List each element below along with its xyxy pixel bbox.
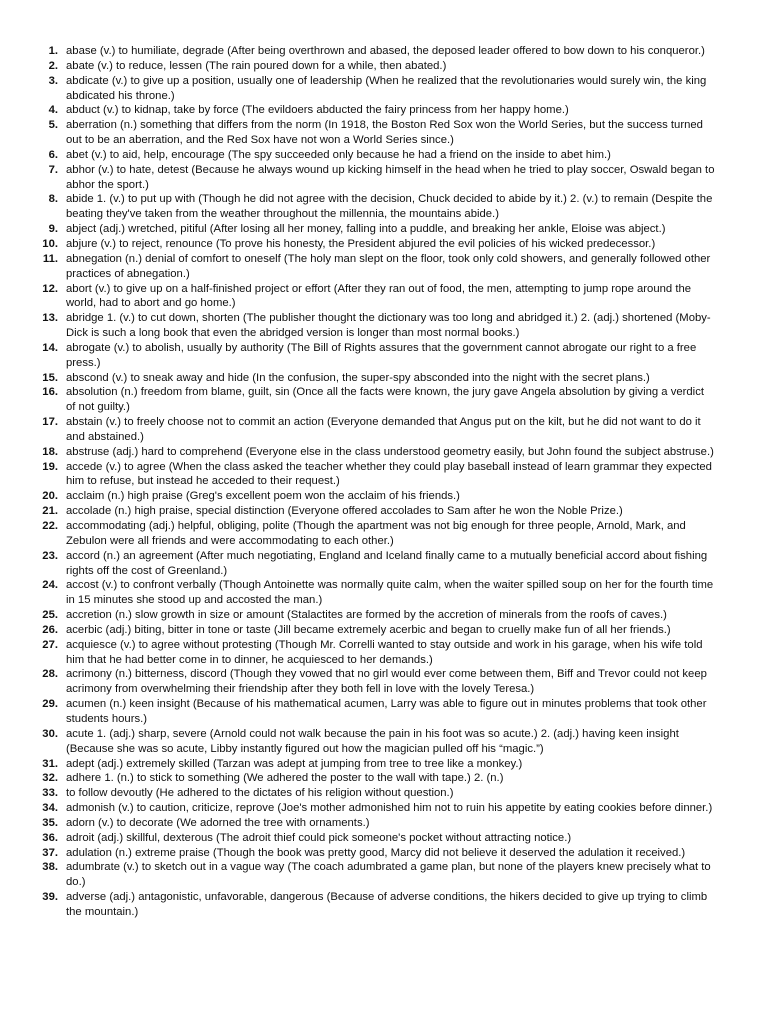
- item-number: 12.: [42, 282, 58, 295]
- item-number: 34.: [42, 802, 58, 815]
- item-definition: abject (adj.) wretched, pitiful (After losing all her money, falling into a puddle, and breaking her ankle, Eloise was abject.): [66, 223, 666, 236]
- item-number: 3.: [48, 74, 58, 87]
- item-number: 24.: [42, 579, 58, 592]
- item-definition: accost (v.) to confront verbally (Though Antoinette was normally quite calm, when the waiter spilled soup on her for the fourth time in 15 minutes she stood up and accosted the man.): [66, 579, 714, 607]
- list-item: [30, 519, 716, 549]
- item-number: 23.: [42, 549, 58, 562]
- list-item: [30, 282, 716, 312]
- list-item: [30, 445, 716, 460]
- list-item: [30, 489, 716, 504]
- item-definition: adumbrate (v.) to sketch out in a vague way (The coach adumbrated a game plan, but none of the players knew precisely what to do.): [66, 861, 711, 889]
- list-item: [30, 697, 716, 727]
- list-item: [30, 148, 716, 163]
- item-number: 7.: [48, 163, 58, 176]
- item-definition: abase (v.) to humiliate, degrade (After being overthrown and abased, the deposed leader offered to bow down to his conqueror.): [66, 45, 705, 57]
- item-number: 27.: [42, 638, 58, 651]
- list-item: [30, 59, 716, 74]
- item-number: 39.: [42, 891, 58, 904]
- list-item: [30, 415, 716, 445]
- item-number: 36.: [42, 831, 58, 844]
- item-number: 6.: [48, 148, 58, 161]
- item-number: 19.: [42, 460, 58, 473]
- item-definition: abscond (v.) to sneak away and hide (In the confusion, the super-spy absconded into the night with the secret plans.): [66, 371, 650, 384]
- item-definition: adverse (adj.) antagonistic, unfavorable, dangerous (Because of adverse conditions, the hikers decided to give up trying to climb the mountain.): [66, 891, 708, 918]
- list-item: [30, 801, 716, 816]
- list-item: [30, 504, 716, 519]
- list-item: [30, 549, 716, 579]
- item-definition: adept (adj.) extremely skilled (Tarzan was adept at jumping from tree to tree like a monkey.): [66, 757, 523, 770]
- item-definition: adorn (v.) to decorate (We adorned the tree with ornaments.): [66, 816, 370, 829]
- list-item: [30, 74, 716, 104]
- item-definition: acumen (n.) keen insight (Because of his mathematical acumen, Larry was able to figure out in minutes problems that took other students hours.): [66, 698, 707, 725]
- item-definition: admonish (v.) to caution, criticize, reprove (Joe's mother admonished him not to ruin his appetite by eating cookies before dinner.): [66, 802, 713, 815]
- item-number: 4.: [48, 104, 58, 117]
- list-item: [30, 311, 716, 341]
- item-definition: acute 1. (adj.) sharp, severe (Arnold could not walk because the pain in his foot was so acute.) 2. (adj.) having keen insight (Because she was so acute, Libby instantly figured out how the magician pulled off his “magic.”): [66, 727, 679, 755]
- list-item: [30, 44, 716, 59]
- list-item: [30, 816, 716, 831]
- list-item: [30, 371, 716, 386]
- item-number: 18.: [42, 445, 58, 458]
- item-number: 30.: [42, 727, 58, 740]
- item-definition: abide 1. (v.) to put up with (Though he did not agree with the decision, Chuck decided to abide by it.) 2. (v.) to remain (Despite the beating they've taken from the weather throughout the millennia, the mountains abide.): [66, 193, 713, 221]
- item-number: 35.: [42, 816, 58, 829]
- item-definition: abstruse (adj.) hard to comprehend (Everyone else in the class understood geometry easily, but John found the subject abstruse.): [66, 445, 714, 458]
- item-definition: accede (v.) to agree (When the class asked the teacher whether they could play baseball instead of learn grammar they expected him to refuse, but instead he acceded to their request.): [66, 460, 712, 488]
- item-number: 10.: [42, 237, 58, 250]
- item-definition: aberration (n.) something that differs from the norm (In 1918, the Boston Red Sox won the World Series, but the success turned out to be an aberration, and the Red Sox have not won a World Series since.): [66, 119, 703, 147]
- list-item: [30, 103, 716, 118]
- item-number: 26.: [42, 623, 58, 636]
- item-definition: abort (v.) to give up on a half-finished project or effort (After they ran out of food, the men, attempting to jump rope around the world, had to abort and go home.): [66, 282, 692, 310]
- list-item: [30, 667, 716, 697]
- item-number: 2.: [48, 59, 58, 72]
- item-number: 13.: [42, 312, 58, 325]
- item-number: 33.: [42, 787, 58, 800]
- list-item: [30, 727, 716, 757]
- vocabulary-list: [30, 44, 716, 920]
- item-number: 17.: [42, 416, 58, 429]
- item-definition: acrimony (n.) bitterness, discord (Though they vowed that no girl would ever come between them, Biff and Trevor could not keep acrimony from overwhelming their friendship after they both fell in love with the lovely Teresa.): [66, 668, 707, 696]
- item-definition: accommodating (adj.) helpful, obliging, polite (Though the apartment was not big enough for three people, Arnold, Mark, and Zebulon were all friends and were accommodating to each other.): [66, 520, 686, 547]
- list-item: [30, 118, 716, 148]
- item-number: 20.: [42, 490, 58, 503]
- item-number: 16.: [42, 386, 58, 399]
- item-definition: abet (v.) to aid, help, encourage (The spy succeeded only because he had a friend on the inside to abet him.): [66, 148, 611, 161]
- list-item: [30, 623, 716, 638]
- item-definition: accord (n.) an agreement (After much negotiating, England and Iceland finally came to a mutually beneficial accord about fishing rights off the cost of Greenland.): [66, 549, 708, 577]
- list-item: [30, 192, 716, 222]
- item-number: 15.: [42, 371, 58, 384]
- item-definition: acclaim (n.) high praise (Greg's excellent poem won the acclaim of his friends.): [66, 490, 460, 503]
- list-item: [30, 341, 716, 371]
- item-number: 14.: [42, 341, 58, 354]
- list-item: [30, 860, 716, 890]
- item-definition: abrogate (v.) to abolish, usually by authority (The Bill of Rights assures that the government cannot abrogate our right to a free press.): [66, 341, 697, 369]
- item-number: 9.: [48, 223, 58, 236]
- item-definition: abdicate (v.) to give up a position, usually one of leadership (When he realized that the revolutionaries would surely win, the king abdicated his throne.): [66, 74, 707, 102]
- item-definition: adroit (adj.) skillful, dexterous (The adroit thief could pick someone's pocket without attracting notice.): [66, 831, 572, 844]
- list-item: [30, 831, 716, 846]
- list-item: [30, 252, 716, 282]
- item-number: 22.: [42, 520, 58, 532]
- item-definition: acerbic (adj.) biting, bitter in tone or taste (Jill became extremely acerbic and began to cruelly make fun of all her friends.): [66, 623, 671, 636]
- item-number: 21.: [42, 505, 58, 518]
- item-definition: accolade (n.) high praise, special distinction (Everyone offered accolades to Sam after he won the Noble Prize.): [66, 505, 623, 518]
- item-number: 1.: [48, 45, 58, 57]
- list-item: [30, 757, 716, 772]
- list-item: [30, 385, 716, 415]
- item-number: 28.: [42, 668, 58, 681]
- item-definition: absolution (n.) freedom from blame, guilt, sin (Once all the facts were known, the jury gave Angela absolution by giving a verdict of not guilty.): [66, 386, 704, 414]
- item-definition: acquiesce (v.) to agree without protesting (Though Mr. Correlli wanted to stay outside and work in his garage, when his wife told him that he had better come in to dinner, he acquiesced to her demands.): [66, 638, 703, 666]
- list-item: [30, 638, 716, 668]
- list-item: [30, 222, 716, 237]
- item-definition: abhor (v.) to hate, detest (Because he always wound up kicking himself in the head when he tried to play soccer, Oswald began to abhor the sport.): [66, 163, 715, 191]
- item-number: 25.: [42, 609, 58, 622]
- list-item: [30, 786, 716, 801]
- item-number: 5.: [48, 119, 58, 132]
- list-item: [30, 771, 716, 786]
- item-definition: accretion (n.) slow growth in size or amount (Stalactites are formed by the accretion of minerals from the roofs of caves.): [66, 609, 667, 622]
- list-item: [30, 163, 716, 193]
- item-definition: abduct (v.) to kidnap, take by force (The evildoers abducted the fairy princess from her happy home.): [66, 104, 569, 117]
- item-definition: adulation (n.) extreme praise (Though the book was pretty good, Marcy did not believe it deserved the adulation it received.): [66, 846, 686, 859]
- item-definition: adhere 1. (n.) to stick to something (We adhered the poster to the wall with tape.) 2. (n.): [66, 772, 504, 785]
- item-definition: abjure (v.) to reject, renounce (To prove his honesty, the President abjured the evil policies of his wicked predecessor.): [66, 237, 656, 250]
- list-item: [30, 460, 716, 490]
- item-definition: abate (v.) to reduce, lessen (The rain poured down for a while, then abated.): [66, 59, 447, 72]
- item-number: 29.: [42, 698, 58, 711]
- list-item: [30, 890, 716, 920]
- item-definition: abridge 1. (v.) to cut down, shorten (The publisher thought the dictionary was too long and abridged it.) 2. (adj.) shortened (Moby-Dick is such a long book that even the abridged version is longer than most normal books.): [66, 312, 711, 340]
- item-number: 8.: [48, 193, 58, 206]
- item-definition: abstain (v.) to freely choose not to commit an action (Everyone demanded that Angus put on the kilt, but he did not want to do it and abstained.): [66, 416, 701, 443]
- item-number: 32.: [42, 772, 58, 785]
- item-number: 38.: [42, 861, 58, 874]
- item-number: 11.: [42, 252, 58, 265]
- item-definition: to follow devoutly (He adhered to the dictates of his religion without question.): [66, 787, 454, 800]
- item-definition: abnegation (n.) denial of comfort to oneself (The holy man slept on the floor, took only cold showers, and generally followed other practices of abnegation.): [66, 252, 711, 280]
- list-item: [30, 578, 716, 608]
- list-item: [30, 608, 716, 623]
- item-number: 37.: [42, 846, 58, 859]
- list-item: [30, 237, 716, 252]
- item-number: 31.: [42, 757, 58, 770]
- list-item: [30, 846, 716, 861]
